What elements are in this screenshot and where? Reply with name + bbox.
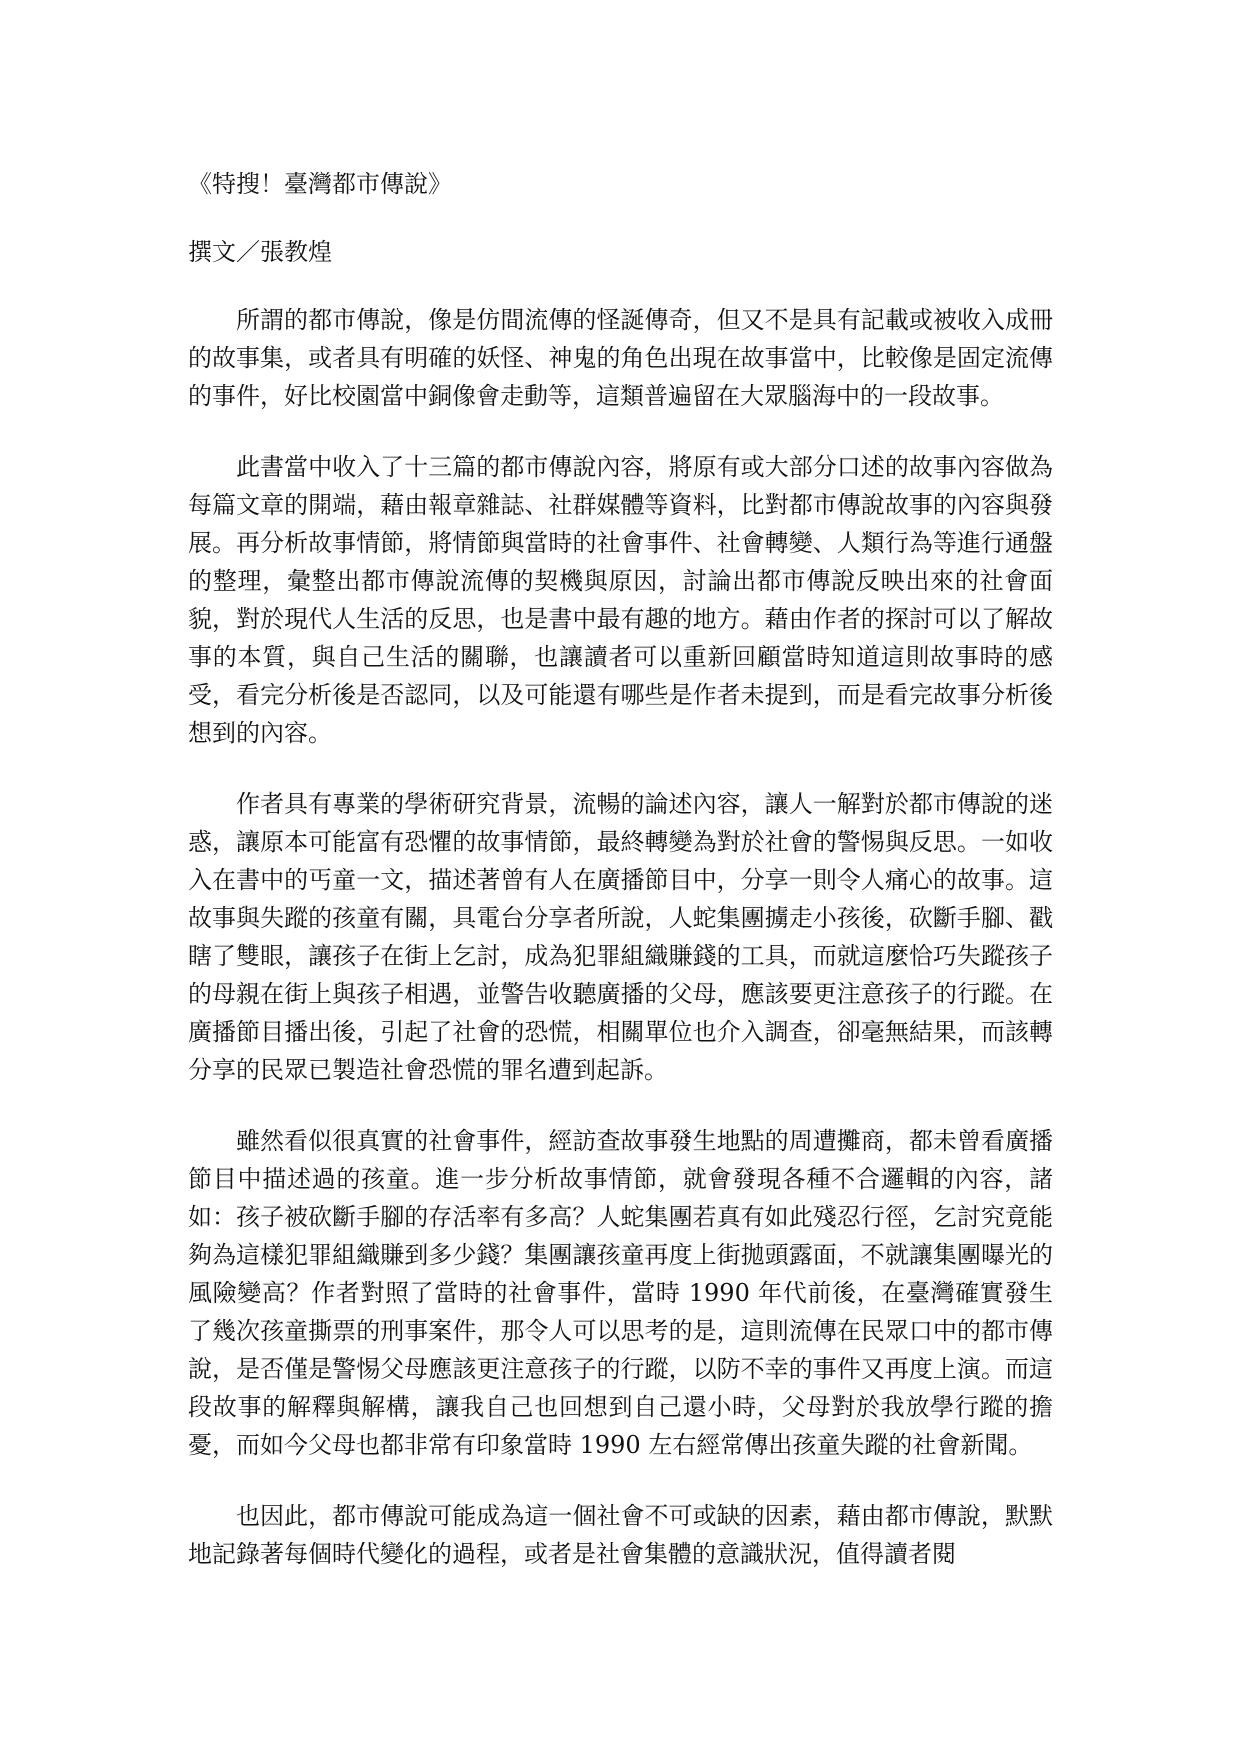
paragraph-2: 此書當中收入了十三篇的都市傳說內容，將原有或大部分口述的故事內容做為每篇文章的開端，藉由報章雜誌、社群媒體等資料，比對都市傳說故事的內容與發展。再分析故事情節，將情節與當時的社會事件、社會轉變、人類行為等進行通盤的整理，彙整出都市傳說流傳的契機與原因，討論出都市傳說反映出來的社會面貌，對於現代人生活的反思，也是書中最有趣的地方。藉由作者的探討可以了解故事的本質，與自己生活的關聯，也讓讀者可以重新回顧當時知道這則故事時的感受，看完分析後是否認同，以及可能還有哪些是作者未提到，而是看完故事分析後想到的內容。 [188, 453, 1053, 747]
paragraph-3: 作者具有專業的學術研究背景，流暢的論述內容，讓人一解對於都市傳說的迷惑，讓原本可能富有恐懼的故事情節，最終轉變為對於社會的警惕與反思。一如收入在書中的丐童一文，描述著曾有人在廣播節目中，分享一則令人痛心的故事。這故事與失蹤的孩童有關，具電台分享者所說，人蛇集團擄走小孩後，砍斷手腳、戳瞎了雙眼，讓孩子在街上乞討，成為犯罪組織賺錢的工具，而就這麼恰巧失蹤孩子的母親在街上與孩子相遇，並警告收聽廣播的父母，應該要更注意孩子的行蹤。在廣播節目播出後，引起了社會的恐慌，相關單位也介入調查，卻毫無結果，而該轉分享的民眾已製造社會恐慌的罪名遭到起訴。 [188, 790, 1053, 1084]
document-page [188, 165, 1053, 1573]
author-byline: 撰文／張教煌 [188, 238, 332, 266]
paragraph-1: 所謂的都市傳說，像是仿間流傳的怪誕傳奇，但又不是具有記載或被收入成冊的故事集，或者具有明確的妖怪、神鬼的角色出現在故事當中，比較像是固定流傳的事件，好比校園當中銅像會走動等，這類普遍留在大眾腦海中的一段故事。 [188, 306, 1053, 410]
paragraph-4: 雖然看似很真實的社會事件，經訪查故事發生地點的周遭攤商，都未曾看廣播節目中描述過的孩童。進一步分析故事情節，就會發現各種不合邏輯的內容，諸如：孩子被砍斷手腳的存活率有多高？人蛇集團若真有如此殘忍行徑，乞討究竟能夠為這樣犯罪組織賺到多少錢？集團讓孩童再度上街拋頭露面，不就讓集團曝光的風險變高？作者對照了當時的社會事件，當時 1990 年代前後，在臺灣確實發生了幾次孩童撕票的刑事案件，那令人可以思考的是，這則流傳在民眾口中的都市傳說，是否僅是警惕父母應該更注意孩子的行蹤，以防不幸的事件又再度上演。而這段故事的解釋與解構，讓我自己也回想到自己還小時，父母對於我放學行蹤的擔憂，而如今父母也都非常有印象當時 1990 左右經常傳出孩童失蹤的社會新聞。 [188, 1127, 1053, 1459]
book-title: 《特搜！臺灣都市傳說》 [188, 170, 452, 198]
paragraph-5: 也因此，都市傳說可能成為這一個社會不可或缺的因素，藉由都市傳說，默默地記錄著每個時代變化的過程，或者是社會集體的意識狀況，值得讀者閱 [188, 1502, 1053, 1568]
